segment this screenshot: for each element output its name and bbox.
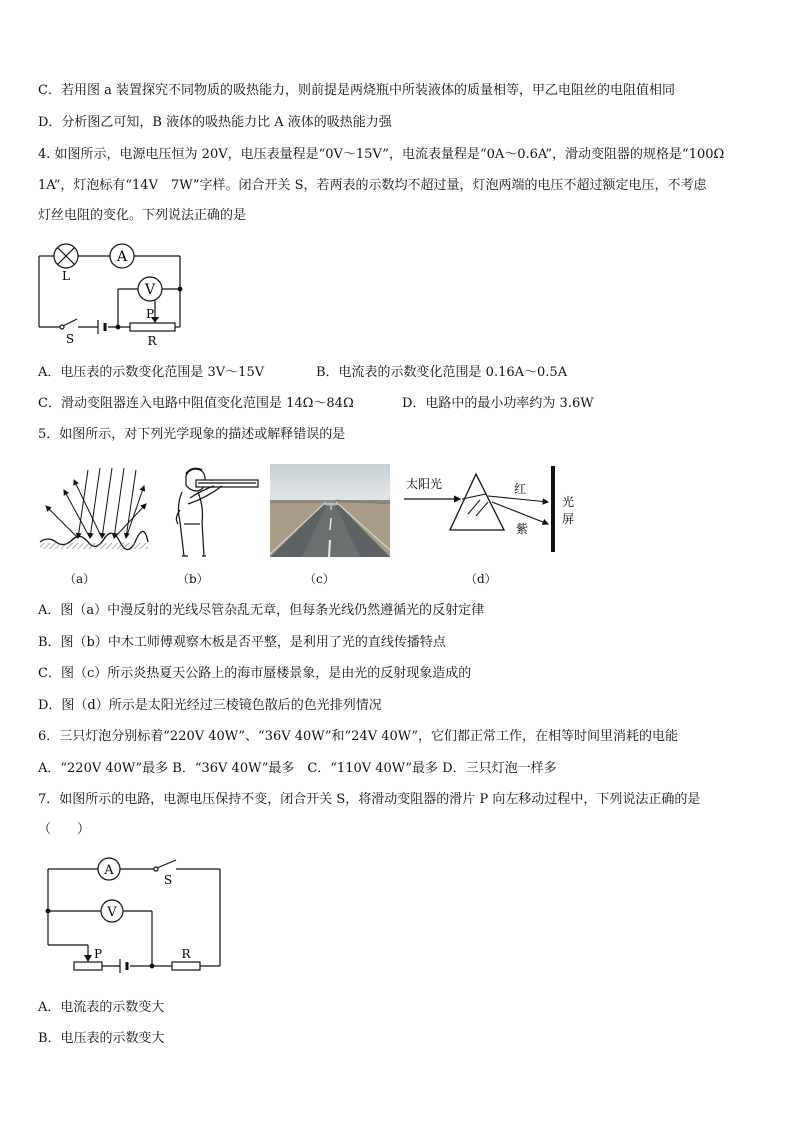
lamp-symbol xyxy=(54,244,78,268)
q7-option-a: A．电流表的示数变大 xyxy=(38,1000,165,1015)
q3-option-d: D．分析图乙可知，B 液体的吸热能力比 A 液体的吸热能力强 xyxy=(38,115,392,130)
q4-option-b: B．电流表的示数变化范围是 0.16A～0.5A xyxy=(316,365,568,380)
slider-label: P xyxy=(93,947,103,961)
q7-option-b: B．电压表的示数变大 xyxy=(38,1031,165,1046)
battery-symbol xyxy=(120,959,127,973)
q4-stem-line-1: 4. 如图所示，电源电压恒为 20V，电压表量程是“0V～15V”，电流表量程是“0A～0.6A”，滑动变阻器的规格是“100Ω xyxy=(38,147,725,162)
ammeter-label: A xyxy=(104,863,114,878)
battery-symbol xyxy=(98,320,105,334)
q5-figure-d-prism xyxy=(400,462,590,558)
sunlight-label: 太阳光 xyxy=(406,477,443,491)
caption-a: （a） xyxy=(64,572,96,586)
q5-figure-b-carpenter xyxy=(168,462,264,558)
rheostat-label: R xyxy=(147,334,157,348)
switch-symbol xyxy=(60,319,77,329)
violet-label: 紫 xyxy=(516,522,529,536)
q5-stem: 5．如图所示，对下列光学现象的描述或解释错误的是 xyxy=(38,427,346,442)
slider-label: P xyxy=(145,307,155,321)
screen-label-1: 光 xyxy=(562,495,575,509)
switch-symbol xyxy=(154,860,176,871)
q5-figure-c-road-photo xyxy=(270,464,390,557)
ammeter-label: A xyxy=(116,249,128,265)
screen-label-2: 屏 xyxy=(562,512,575,526)
q5-option-a: A．图（a）中漫反射的光线尽管杂乱无章，但每条光线仍然遵循光的反射定律 xyxy=(38,603,485,618)
q5-option-b: B．图（b）中木工师傅观察木板是否平整，是利用了光的直线传播特点 xyxy=(38,635,446,650)
caption-b: （b） xyxy=(177,572,209,586)
q4-stem-line-3: 灯丝电阻的变化。下列说法正确的是 xyxy=(38,208,247,223)
q6-stem: 6．三只灯泡分别标着“220V 40W”、“36V 40W”和“24V 40W”，它们都正常工作，在相等时间里消耗的电能 xyxy=(38,729,679,744)
voltmeter-label: V xyxy=(144,282,156,298)
caption-c: （c） xyxy=(304,572,335,586)
lamp-label: L xyxy=(62,269,70,283)
q4-option-c: C．滑动变阻器连入电路中阻值变化范围是 14Ω～84Ω xyxy=(38,396,354,411)
switch-label: S xyxy=(65,332,75,346)
q5-figure-a-diffuse-reflection xyxy=(38,464,150,556)
caption-d: （d） xyxy=(465,572,497,586)
q7-stem: 7．如图所示的电路，电源电压保持不变，闭合开关 S，将滑动变阻器的滑片 P 向左移动过程中，下列说法正确的是 xyxy=(38,792,701,807)
voltmeter-label: V xyxy=(107,905,117,920)
q5-option-d: D．图（d）所示是太阳光经过三棱镜色散后的色光排列情况 xyxy=(38,698,382,713)
resistor-symbol xyxy=(172,962,200,970)
red-label: 红 xyxy=(514,482,527,496)
switch-label: S xyxy=(163,873,173,887)
q5-option-c: C．图（c）所示炎热夏天公路上的海市蜃楼景象，是由光的反射现象造成的 xyxy=(38,666,472,681)
rheostat-symbol xyxy=(130,323,175,331)
q7-paren: （ ） xyxy=(38,822,91,837)
q4-option-d: D．电路中的最小功率约为 3.6W xyxy=(402,396,594,411)
q4-option-a: A．电压表的示数变化范围是 3V～15V xyxy=(38,365,265,380)
q7-circuit-diagram xyxy=(38,852,228,976)
q6-options: A．“220V 40W”最多 B．“36V 40W”最多 C．“110V 40W”最多 D．三只灯泡一样多 xyxy=(38,761,557,776)
q3-option-c: C．若用图 a 装置探究不同物质的吸热能力，则前提是两烧瓶中所装液体的质量相等，甲乙电阻丝的电阻值相同 xyxy=(38,83,675,98)
resistor-label: R xyxy=(181,947,191,961)
q4-stem-line-2: 1A”，灯泡标有“14V 7W”字样。闭合开关 S，若两表的示数均不超过量，灯泡两端的电压不超过额定电压，不考虑 xyxy=(38,178,707,193)
q4-circuit-diagram xyxy=(30,236,190,350)
rheostat-symbol xyxy=(74,962,102,970)
